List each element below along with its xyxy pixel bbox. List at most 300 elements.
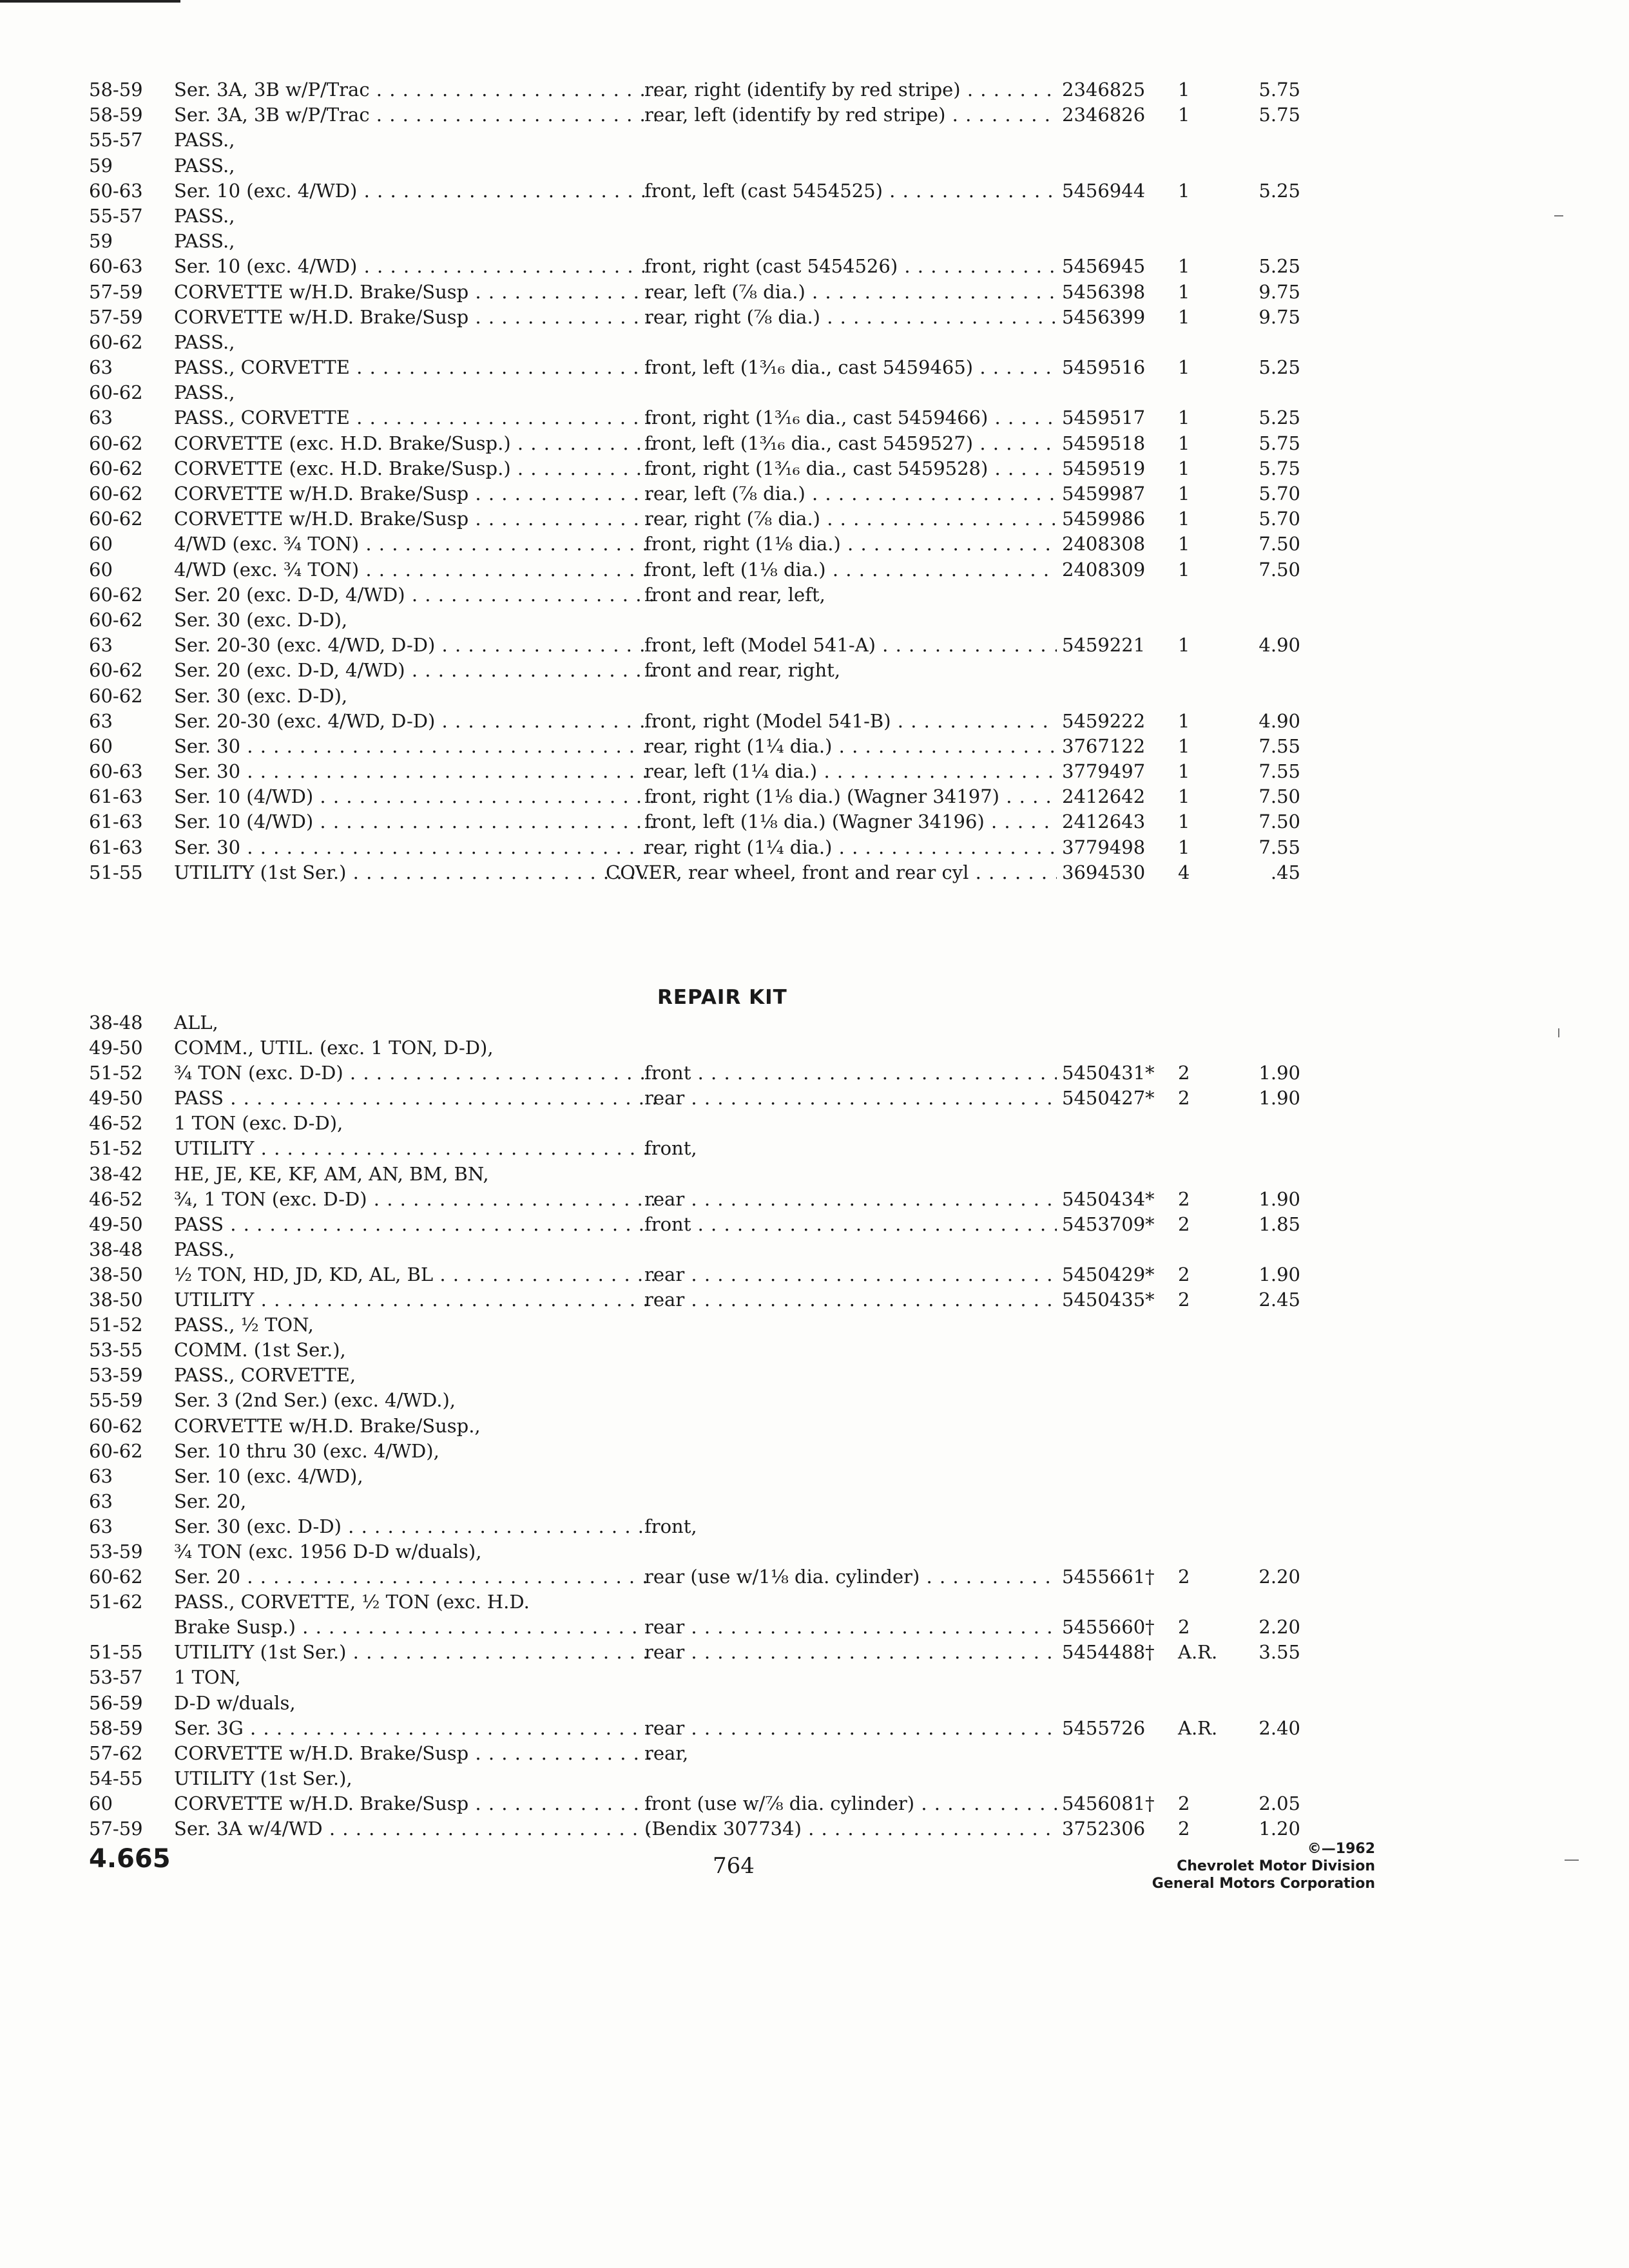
model-text: PASS., CORVETTE (174, 407, 350, 429)
model-text: UTILITY (174, 1289, 255, 1311)
part-description (644, 1615, 1057, 1640)
wheel-cylinder-listing (89, 77, 1313, 885)
model-application (171, 178, 656, 204)
part-number: 5456081† (1062, 1792, 1155, 1814)
model-application (171, 1564, 656, 1590)
model-application (171, 1691, 656, 1716)
margin-mark (1554, 215, 1563, 216)
listing-row (89, 1312, 1313, 1338)
model-years: 38-42 (89, 1162, 143, 1185)
repair-kit-listing (89, 1010, 1313, 1841)
part-description (644, 506, 1057, 532)
model-text: PASS., ½ TON, (174, 1314, 314, 1336)
quantity: 2 (1178, 1616, 1190, 1639)
corporation-name: General Motors Corporation (1152, 1876, 1375, 1892)
model-application (171, 1464, 656, 1489)
part-number: 5454488† (1062, 1641, 1155, 1664)
model-years: 49-50 (89, 1213, 143, 1235)
part-number: 5459986 (1062, 508, 1146, 530)
listing-row (89, 1665, 1313, 1690)
description-text: rear, (644, 1742, 689, 1764)
part-number: 5459987 (1062, 483, 1146, 505)
listing-row (89, 1615, 1313, 1640)
part-description (644, 456, 1057, 481)
listing-row (89, 1741, 1313, 1766)
model-application (171, 1539, 656, 1564)
model-years: 60-62 (89, 483, 143, 505)
listing-row (89, 633, 1313, 658)
price: 5.70 (1258, 508, 1300, 530)
listing-row (89, 481, 1313, 506)
model-application (171, 734, 656, 759)
description-text: front, right (1³⁄₁₆ dia., cast 5459466) (644, 407, 988, 429)
price: 7.50 (1258, 811, 1300, 833)
model-years: 60-63 (89, 255, 143, 278)
part-number: 5455661† (1062, 1566, 1155, 1588)
price: 5.75 (1258, 104, 1300, 126)
model-years: 63 (89, 1465, 113, 1487)
price: 7.50 (1258, 558, 1300, 581)
model-text: PASS., (174, 154, 235, 177)
part-description (644, 709, 1057, 734)
model-text: Ser. 10 thru 30 (exc. 4/WD), (174, 1439, 439, 1462)
model-application (171, 280, 656, 305)
listing-row (89, 734, 1313, 759)
model-years: 53-59 (89, 1364, 143, 1387)
model-text: CORVETTE w/H.D. Brake/Susp (174, 305, 469, 328)
part-number: 5455726 (1062, 1716, 1146, 1739)
model-years: 51-55 (89, 1641, 143, 1664)
model-application (171, 1716, 656, 1741)
model-application (171, 1162, 656, 1187)
model-years: 55-57 (89, 129, 143, 151)
description-text: rear, left (⅞ dia.) (644, 483, 805, 505)
model-text: Brake Susp.) (174, 1616, 296, 1639)
model-application (171, 1439, 656, 1464)
quantity: 1 (1178, 735, 1190, 757)
listing-row (89, 1691, 1313, 1716)
part-number: 5459221 (1062, 634, 1146, 657)
description-text: front, left (1³⁄₁₆ dia., cast 5459527) (644, 432, 974, 454)
quantity: 2 (1178, 1263, 1190, 1285)
model-text: Ser. 20 (exc. D-D, 4/WD) (174, 583, 405, 606)
price: 5.75 (1258, 79, 1300, 101)
part-description (644, 1514, 1134, 1539)
copyright-notice (1152, 1840, 1375, 1892)
listing-row (89, 102, 1313, 128)
model-text: CORVETTE w/H.D. Brake/Susp (174, 280, 469, 303)
model-application (171, 1338, 656, 1363)
quantity: A.R. (1178, 1641, 1218, 1664)
model-text: Ser. 10 (4/WD) (174, 785, 314, 808)
listing-row (89, 1514, 1313, 1539)
description-text: front, left (1⅛ dia.) (Wagner 34196) (644, 811, 985, 833)
part-description (644, 1061, 1057, 1086)
model-application (171, 1414, 656, 1439)
description-text: rear, right (1¼ dia.) (644, 836, 833, 858)
price: 1.85 (1258, 1213, 1300, 1235)
model-application (171, 102, 656, 128)
listing-row (89, 280, 1313, 305)
model-years: 51-52 (89, 1137, 143, 1160)
model-application (171, 481, 656, 506)
price: 4.90 (1258, 634, 1300, 657)
part-description (644, 77, 1057, 102)
description-text: front (use w/⅞ dia. cylinder) (644, 1792, 915, 1814)
model-years: 57-59 (89, 305, 143, 328)
model-years: 60-63 (89, 760, 143, 783)
copyright-year: ©—1962 (1307, 1841, 1375, 1857)
model-application (171, 1388, 656, 1413)
listing-row (89, 1086, 1313, 1111)
price: 5.70 (1258, 483, 1300, 505)
quantity: 1 (1178, 179, 1190, 202)
model-application (171, 1061, 656, 1086)
listing-row (89, 1262, 1313, 1287)
quantity: 1 (1178, 407, 1190, 429)
model-application (171, 1590, 656, 1615)
part-description (644, 481, 1057, 506)
price: 7.55 (1258, 760, 1300, 783)
model-years: 51-52 (89, 1314, 143, 1336)
model-text: PASS., (174, 204, 235, 227)
model-text: Ser. 3G (174, 1716, 244, 1739)
part-description (644, 557, 1057, 582)
listing-row (89, 1388, 1313, 1413)
quantity: 4 (1178, 861, 1190, 883)
part-description (644, 102, 1057, 128)
listing-row (89, 658, 1313, 683)
listing-row (89, 1564, 1313, 1590)
model-text: Ser. 20-30 (exc. 4/WD, D-D) (174, 709, 436, 732)
model-application (171, 1640, 656, 1665)
price: 2.05 (1258, 1792, 1300, 1814)
part-number: 5456945 (1062, 255, 1146, 278)
listing-row (89, 355, 1313, 380)
part-description (644, 254, 1057, 279)
description-text: rear, right (⅞ dia.) (644, 508, 820, 530)
model-text: CORVETTE w/H.D. Brake/Susp (174, 508, 469, 530)
listing-row (89, 405, 1313, 430)
listing-row (89, 1287, 1313, 1312)
model-text: Ser. 20, (174, 1490, 247, 1512)
model-application (171, 431, 656, 456)
part-description (644, 809, 1057, 834)
part-number: 5455660† (1062, 1616, 1155, 1639)
model-application (171, 1010, 656, 1035)
listing-row (89, 128, 1313, 153)
model-text: UTILITY (174, 1137, 255, 1160)
top-rule (0, 0, 180, 3)
model-text: PASS., (174, 331, 235, 353)
model-application (171, 809, 656, 834)
model-years: 60 (89, 533, 113, 555)
listing-row (89, 1464, 1313, 1489)
model-text: ¾, 1 TON (exc. D-D) (174, 1187, 367, 1210)
listing-row (89, 1338, 1313, 1363)
model-application (171, 1766, 656, 1791)
part-description (644, 582, 1134, 608)
listing-row (89, 506, 1313, 532)
model-text: PASS (174, 1087, 224, 1110)
model-years: 63 (89, 709, 113, 732)
listing-row (89, 1237, 1313, 1262)
price: 2.20 (1258, 1616, 1300, 1639)
quantity: 1 (1178, 811, 1190, 833)
model-text: Ser. 20-30 (exc. 4/WD, D-D) (174, 634, 436, 657)
model-years: 49-50 (89, 1037, 143, 1059)
quantity: 1 (1178, 836, 1190, 858)
description-text: rear (644, 1289, 685, 1311)
description-text: front, (644, 1137, 697, 1160)
quantity: 1 (1178, 305, 1190, 328)
model-application (171, 254, 656, 279)
model-years: 60 (89, 735, 113, 757)
model-text: COMM., UTIL. (exc. 1 TON, D-D), (174, 1037, 494, 1059)
price: 7.55 (1258, 836, 1300, 858)
model-years: 46-52 (89, 1112, 143, 1135)
model-text: Ser. 3A, 3B w/P/Trac (174, 104, 370, 126)
model-text: PASS., CORVETTE, ½ TON (exc. H.D. (174, 1591, 530, 1613)
part-number: 5450435* (1062, 1289, 1155, 1311)
part-number: 5450427* (1062, 1087, 1155, 1110)
price: 9.75 (1258, 305, 1300, 328)
price: 5.25 (1258, 255, 1300, 278)
listing-row (89, 1111, 1313, 1136)
listing-row (89, 77, 1313, 102)
model-application (171, 1665, 656, 1690)
listing-row (89, 1539, 1313, 1564)
listing-row (89, 1640, 1313, 1665)
part-number: 5450431* (1062, 1062, 1155, 1084)
model-application (171, 1212, 656, 1237)
description-text: front, right (Model 541-B) (644, 709, 891, 732)
listing-row (89, 1414, 1313, 1439)
part-description (644, 658, 1134, 683)
listing-row (89, 1363, 1313, 1388)
model-text: 4/WD (exc. ¾ TON) (174, 558, 360, 581)
model-years: 63 (89, 1490, 113, 1512)
model-years: 63 (89, 356, 113, 379)
model-years: 60-62 (89, 659, 143, 682)
model-application (171, 1312, 656, 1338)
listing-row (89, 684, 1313, 709)
model-text: Ser. 10 (exc. 4/WD) (174, 179, 358, 202)
listing-row (89, 1162, 1313, 1187)
listing-row (89, 305, 1313, 330)
listing-row (89, 1791, 1313, 1816)
model-text: PASS (174, 1213, 224, 1235)
listing-row (89, 178, 1313, 204)
model-text: Ser. 10 (4/WD) (174, 811, 314, 833)
part-description (644, 178, 1057, 204)
model-application (171, 1111, 656, 1136)
model-application (171, 456, 656, 481)
listing-row (89, 1212, 1313, 1237)
model-application (171, 380, 656, 405)
model-years: 56-59 (89, 1691, 143, 1714)
quantity: 2 (1178, 1062, 1190, 1084)
model-years: 60-62 (89, 583, 143, 606)
model-years: 60 (89, 1792, 113, 1814)
margin-mark (1565, 1860, 1579, 1861)
listing-row (89, 1590, 1313, 1615)
price: 2.40 (1258, 1716, 1300, 1739)
model-years: 51-62 (89, 1591, 143, 1613)
model-years: 55-59 (89, 1389, 143, 1412)
description-text: front, left (cast 5454525) (644, 179, 883, 202)
model-years: 60 (89, 558, 113, 581)
quantity: A.R. (1178, 1716, 1218, 1739)
part-number: 2408309 (1062, 558, 1146, 581)
model-years: 60-62 (89, 1414, 143, 1437)
part-number: 2346826 (1062, 104, 1146, 126)
description-text: rear (644, 1641, 685, 1664)
model-application (171, 330, 656, 355)
listing-row (89, 431, 1313, 456)
quantity: 1 (1178, 558, 1190, 581)
model-years: 38-48 (89, 1012, 143, 1033)
quantity: 1 (1178, 508, 1190, 530)
description-text: rear (644, 1087, 685, 1110)
quantity: 1 (1178, 280, 1190, 303)
model-text: Ser. 3A, 3B w/P/Trac (174, 79, 370, 101)
price: 1.90 (1258, 1062, 1300, 1084)
listing-row (89, 608, 1313, 633)
part-description (644, 431, 1057, 456)
description-text: (Bendix 307734) (644, 1818, 802, 1840)
model-years: 53-57 (89, 1666, 143, 1689)
description-text: front (644, 1213, 691, 1235)
model-text: COMM. (1st Ser.), (174, 1339, 346, 1361)
model-text: HE, JE, KE, KF, AM, AN, BM, BN, (174, 1162, 489, 1185)
model-years: 60-62 (89, 608, 143, 631)
model-application (171, 1514, 656, 1539)
part-description (644, 1187, 1057, 1212)
quantity: 1 (1178, 533, 1190, 555)
part-description (644, 1716, 1057, 1741)
model-application (171, 1489, 656, 1514)
model-application (171, 77, 656, 102)
part-description (644, 305, 1057, 330)
listing-row (89, 1136, 1313, 1161)
division-name: Chevrolet Motor Division (1177, 1858, 1375, 1874)
description-text: front and rear, right, (644, 659, 841, 682)
model-text: UTILITY (1st Ser.) (174, 861, 347, 883)
listing-row (89, 204, 1313, 229)
description-text: rear, right (1¼ dia.) (644, 735, 833, 757)
model-application (171, 835, 656, 860)
description-text: rear (use w/1⅛ dia. cylinder) (644, 1566, 920, 1588)
listing-row (89, 456, 1313, 481)
quantity: 2 (1178, 1566, 1190, 1588)
listing-row (89, 759, 1313, 784)
group-number: 4.665 (89, 1844, 171, 1874)
model-text: CORVETTE w/H.D. Brake/Susp (174, 1742, 469, 1764)
description-text: rear, left (⅞ dia.) (644, 280, 805, 303)
model-application (171, 684, 656, 709)
model-application (171, 1816, 656, 1841)
model-application (171, 709, 656, 734)
part-description (644, 1640, 1057, 1665)
description-text: front, right (1⅛ dia.) (Wagner 34197) (644, 785, 999, 808)
model-application (171, 1237, 656, 1262)
description-text: front, right (1³⁄₁₆ dia., cast 5459528) (644, 457, 988, 479)
price: 7.50 (1258, 785, 1300, 808)
model-application (171, 1287, 656, 1312)
part-description (644, 1212, 1057, 1237)
model-years: 60-62 (89, 684, 143, 707)
description-text: rear, right (⅞ dia.) (644, 305, 820, 328)
description-text: front, right (cast 5454526) (644, 255, 898, 278)
listing-row (89, 1816, 1313, 1841)
quantity: 1 (1178, 432, 1190, 454)
price: .45 (1270, 861, 1300, 883)
part-number: 5459517 (1062, 407, 1146, 429)
description-text: front, left (Model 541-A) (644, 634, 876, 657)
model-text: ¾ TON (exc. D-D) (174, 1062, 343, 1084)
model-application (171, 532, 656, 557)
part-number: 3779497 (1062, 760, 1146, 783)
part-description (644, 280, 1057, 305)
part-description (644, 1287, 1057, 1312)
model-years: 53-55 (89, 1339, 143, 1361)
model-text: PASS., (174, 230, 235, 253)
model-application (171, 405, 656, 430)
price: 5.25 (1258, 356, 1300, 379)
quantity: 1 (1178, 255, 1190, 278)
model-years: 63 (89, 1515, 113, 1537)
part-number: 5456399 (1062, 305, 1146, 328)
model-years: 61-63 (89, 836, 143, 858)
price: 1.20 (1258, 1818, 1300, 1840)
listing-row (89, 153, 1313, 178)
listing-row (89, 532, 1313, 557)
model-application (171, 128, 656, 153)
model-text: Ser. 30 (174, 836, 241, 858)
quantity: 2 (1178, 1792, 1190, 1814)
model-text: CORVETTE (exc. H.D. Brake/Susp.) (174, 432, 511, 454)
model-years: 49-50 (89, 1087, 143, 1110)
part-description (644, 835, 1057, 860)
part-description (644, 784, 1057, 809)
model-text: Ser. 3A w/4/WD (174, 1818, 323, 1840)
part-number: 5453709* (1062, 1213, 1155, 1235)
price: 5.25 (1258, 407, 1300, 429)
part-description (644, 734, 1057, 759)
listing-row (89, 1489, 1313, 1514)
listing-row (89, 1187, 1313, 1212)
model-years: 57-59 (89, 1818, 143, 1840)
part-number: 5459222 (1062, 709, 1146, 732)
model-years: 51-55 (89, 861, 143, 883)
quantity: 2 (1178, 1289, 1190, 1311)
quantity: 1 (1178, 634, 1190, 657)
model-application (171, 1363, 656, 1388)
model-years: 46-52 (89, 1187, 143, 1210)
description-text: rear, left (1¼ dia.) (644, 760, 818, 783)
model-years: 58-59 (89, 104, 143, 126)
page-number: 764 (713, 1853, 755, 1879)
model-text: ¾ TON (exc. 1956 D-D w/duals), (174, 1540, 482, 1562)
listing-row (89, 1010, 1313, 1035)
listing-row (89, 1766, 1313, 1791)
model-application (171, 658, 656, 683)
part-description (644, 1741, 1134, 1766)
quantity: 1 (1178, 356, 1190, 379)
description-text: rear (644, 1187, 685, 1210)
model-text: 4/WD (exc. ¾ TON) (174, 533, 360, 555)
